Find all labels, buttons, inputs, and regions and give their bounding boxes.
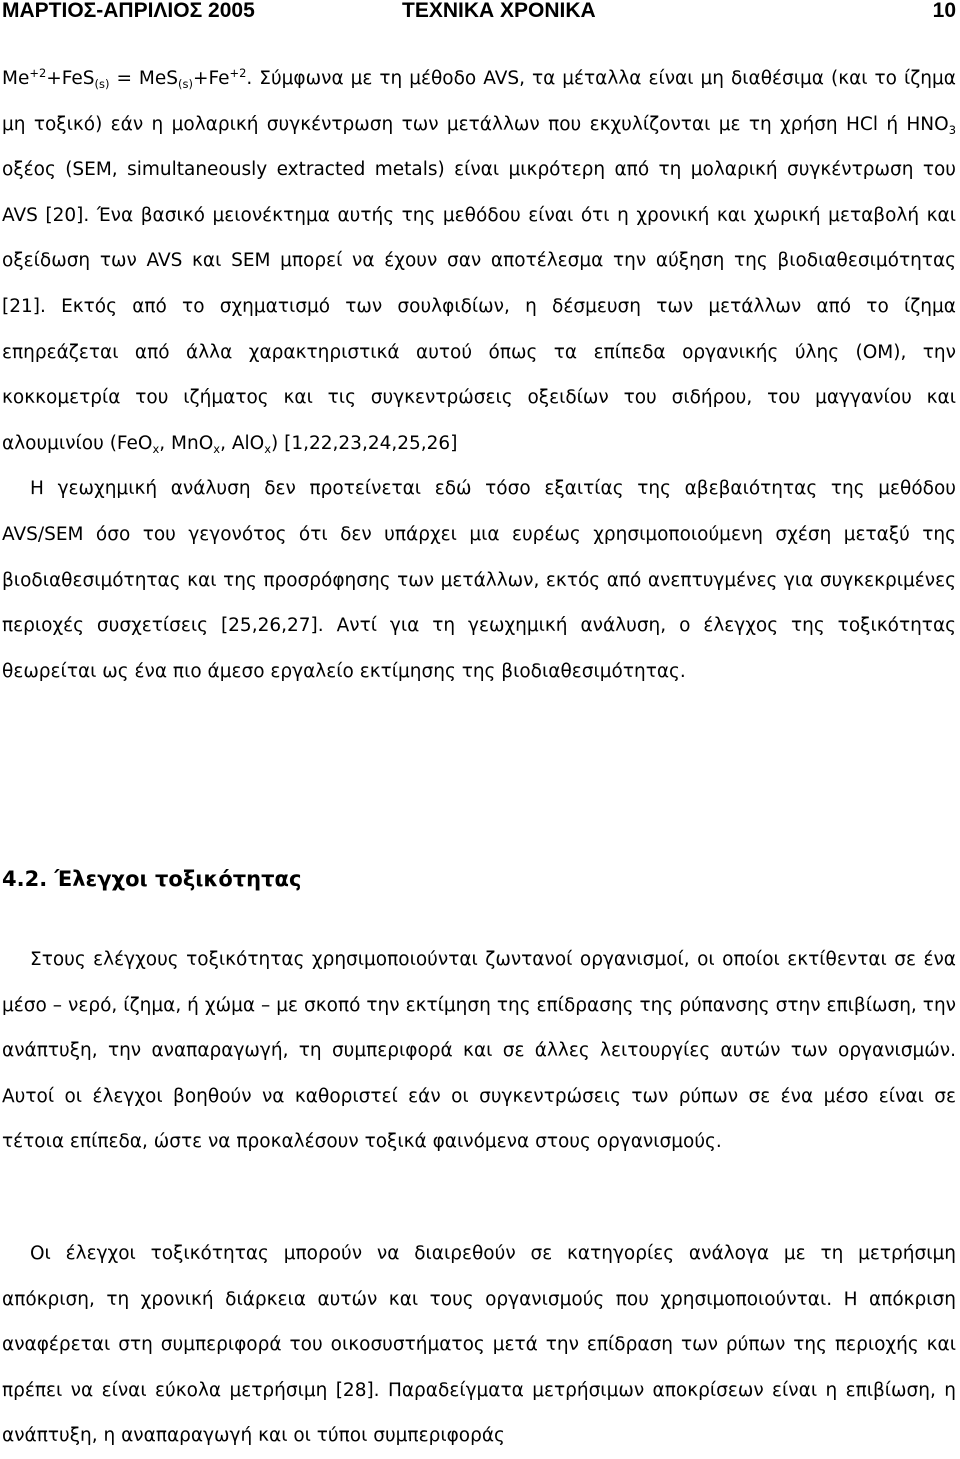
formula-fe: +Fe [192,68,230,89]
subscript: x [152,441,160,456]
header-issue-date: ΜΑΡΤΙΟΣ-ΑΠΡΙΛΙΟΣ 2005 [2,0,255,22]
paragraph-avs-method [2,56,956,466]
formula-charge: +2 [29,66,47,81]
paragraph-text: ) [1,22,23,24,25,26] [271,432,458,454]
body-text-block-2 [2,937,956,1165]
paragraph-test-categories: Οι έλεγχοι τοξικότητας μπορούν να διαιρεθούν σε κατηγορίες ανάλογα με τη μετρήσιμη απόκριση, τη χρονική διάρκεια αυτών και τους οργανισμούς που χρησιμοποιούνται. Η απόκριση αναφέρεται στη συμπεριφορά του οικοσυστήματος μετά την επίδραση των ρύπων της περιοχής και πρέπει να είναι εύκολα μετρήσιμη [28]. Παραδείγματα μετρήσιμων αποκρίσεων είναι η επιβίωση, η ανάπτυξη, η αναπαραγωγή και οι τύποι συμπεριφοράς [2,1243,956,1447]
running-header [2,0,958,25]
formula-state: (s) [178,77,193,91]
subscript: 3 [948,122,956,137]
paragraph-text: , MnO [159,432,214,454]
subscript: x [264,441,272,456]
body-text-block-3 [2,1231,956,1459]
paragraph-text: , AlO [220,432,265,454]
formula-fes: +FeS [46,68,95,89]
paragraph-toxicity-tests: Στους ελέγχους τοξικότητας χρησιμοποιούνται ζωντανοί οργανισμοί, οι οποίοι εκτίθενται σε ένα μέσο – νερό, ίζημα, ή χώμα – με σκοπό την εκτίμηση της επίδρασης της ρύπανσης στην επιβίωση, την ανάπτυξη, την αναπαραγωγή, τη συμπεριφορά και σε άλλες λειτουργίες αυτών των οργανισμών. Αυτοί οι έλεγχοι βοηθούν να καθοριστεί εάν οι συγκεντρώσεις των ρύπων σε ένα μέσο είναι σε τέτοια επίπεδα, ώστε να προκαλέσουν τοξικά φαινόμενα στους οργανισμούς. [2,949,956,1153]
paragraph-text: . Σύμφωνα με τη μέθοδο AVS, τα μέταλλα είναι μη διαθέσιμα (και το ίζημα μη τοξικό) εάν η μολαρική συγκέντρωση των μετάλλων που εκχυλίζονται με τη χρήση HCl ή HNO [2,68,956,135]
paragraph-text: οξέος (SEM, simultaneously extracted metals) είναι μικρότερη από τη μολαρική συγκέντρωση του AVS [20]. Ένα βασικό μειονέκτημα αυτής της μεθόδου είναι ότι η χρονική και χωρική μεταβολή και οξείδωση των AVS και SEM μπορεί να έχουν σαν αποτέλεσμα την αύξηση της βιοδιαθεσιμότητας [21]. Εκτός από το σχηματισμό των σουλφιδίων, η δέσμευση των μετάλλων από το ίζημα επηρεάζεται από άλλα χαρακτηριστικά αυτού όπως τα επίπεδα οργανικής ύλης (OM), την κοκκομετρία του ιζήματος και τις συγκεντρώσεις οξειδίων του σιδήρου, του μαγγανίου και αλουμινίου (FeO [2,159,956,454]
section-heading: 4.2. Έλεγχοι τοξικότητας [2,867,302,891]
body-text-block-1 [2,56,956,694]
formula-mes: = MeS [109,68,179,89]
formula-me: Me [2,68,30,89]
header-journal-title: ΤΕΧΝΙΚΑ ΧΡΟΝΙΚΑ [402,0,596,22]
formula-charge: +2 [229,66,247,81]
page-number: 10 [932,0,956,22]
subscript: x [213,441,221,456]
formula-state: (s) [94,77,110,91]
paragraph-geochemical-analysis: Η γεωχημική ανάλυση δεν προτείνεται εδώ τόσο εξαιτίας της αβεβαιότητας της μεθόδου AVS/SEM όσο του γεγονότος ότι δεν υπάρχει μια ευρέως χρησιμοποιούμενη σχέση μεταξύ της βιοδιαθεσιμότητας και της προσρόφησης των μετάλλων, εκτός από ανεπτυγμένες για συγκεκριμένες περιοχές συσχετίσεις [25,26,27]. Αντί για τη γεωχημική ανάλυση, ο έλεγχος της τοξικότητας θεωρείται ως ένα πιο άμεσο εργαλείο εκτίμησης της βιοδιαθεσιμότητας. [2,478,956,682]
